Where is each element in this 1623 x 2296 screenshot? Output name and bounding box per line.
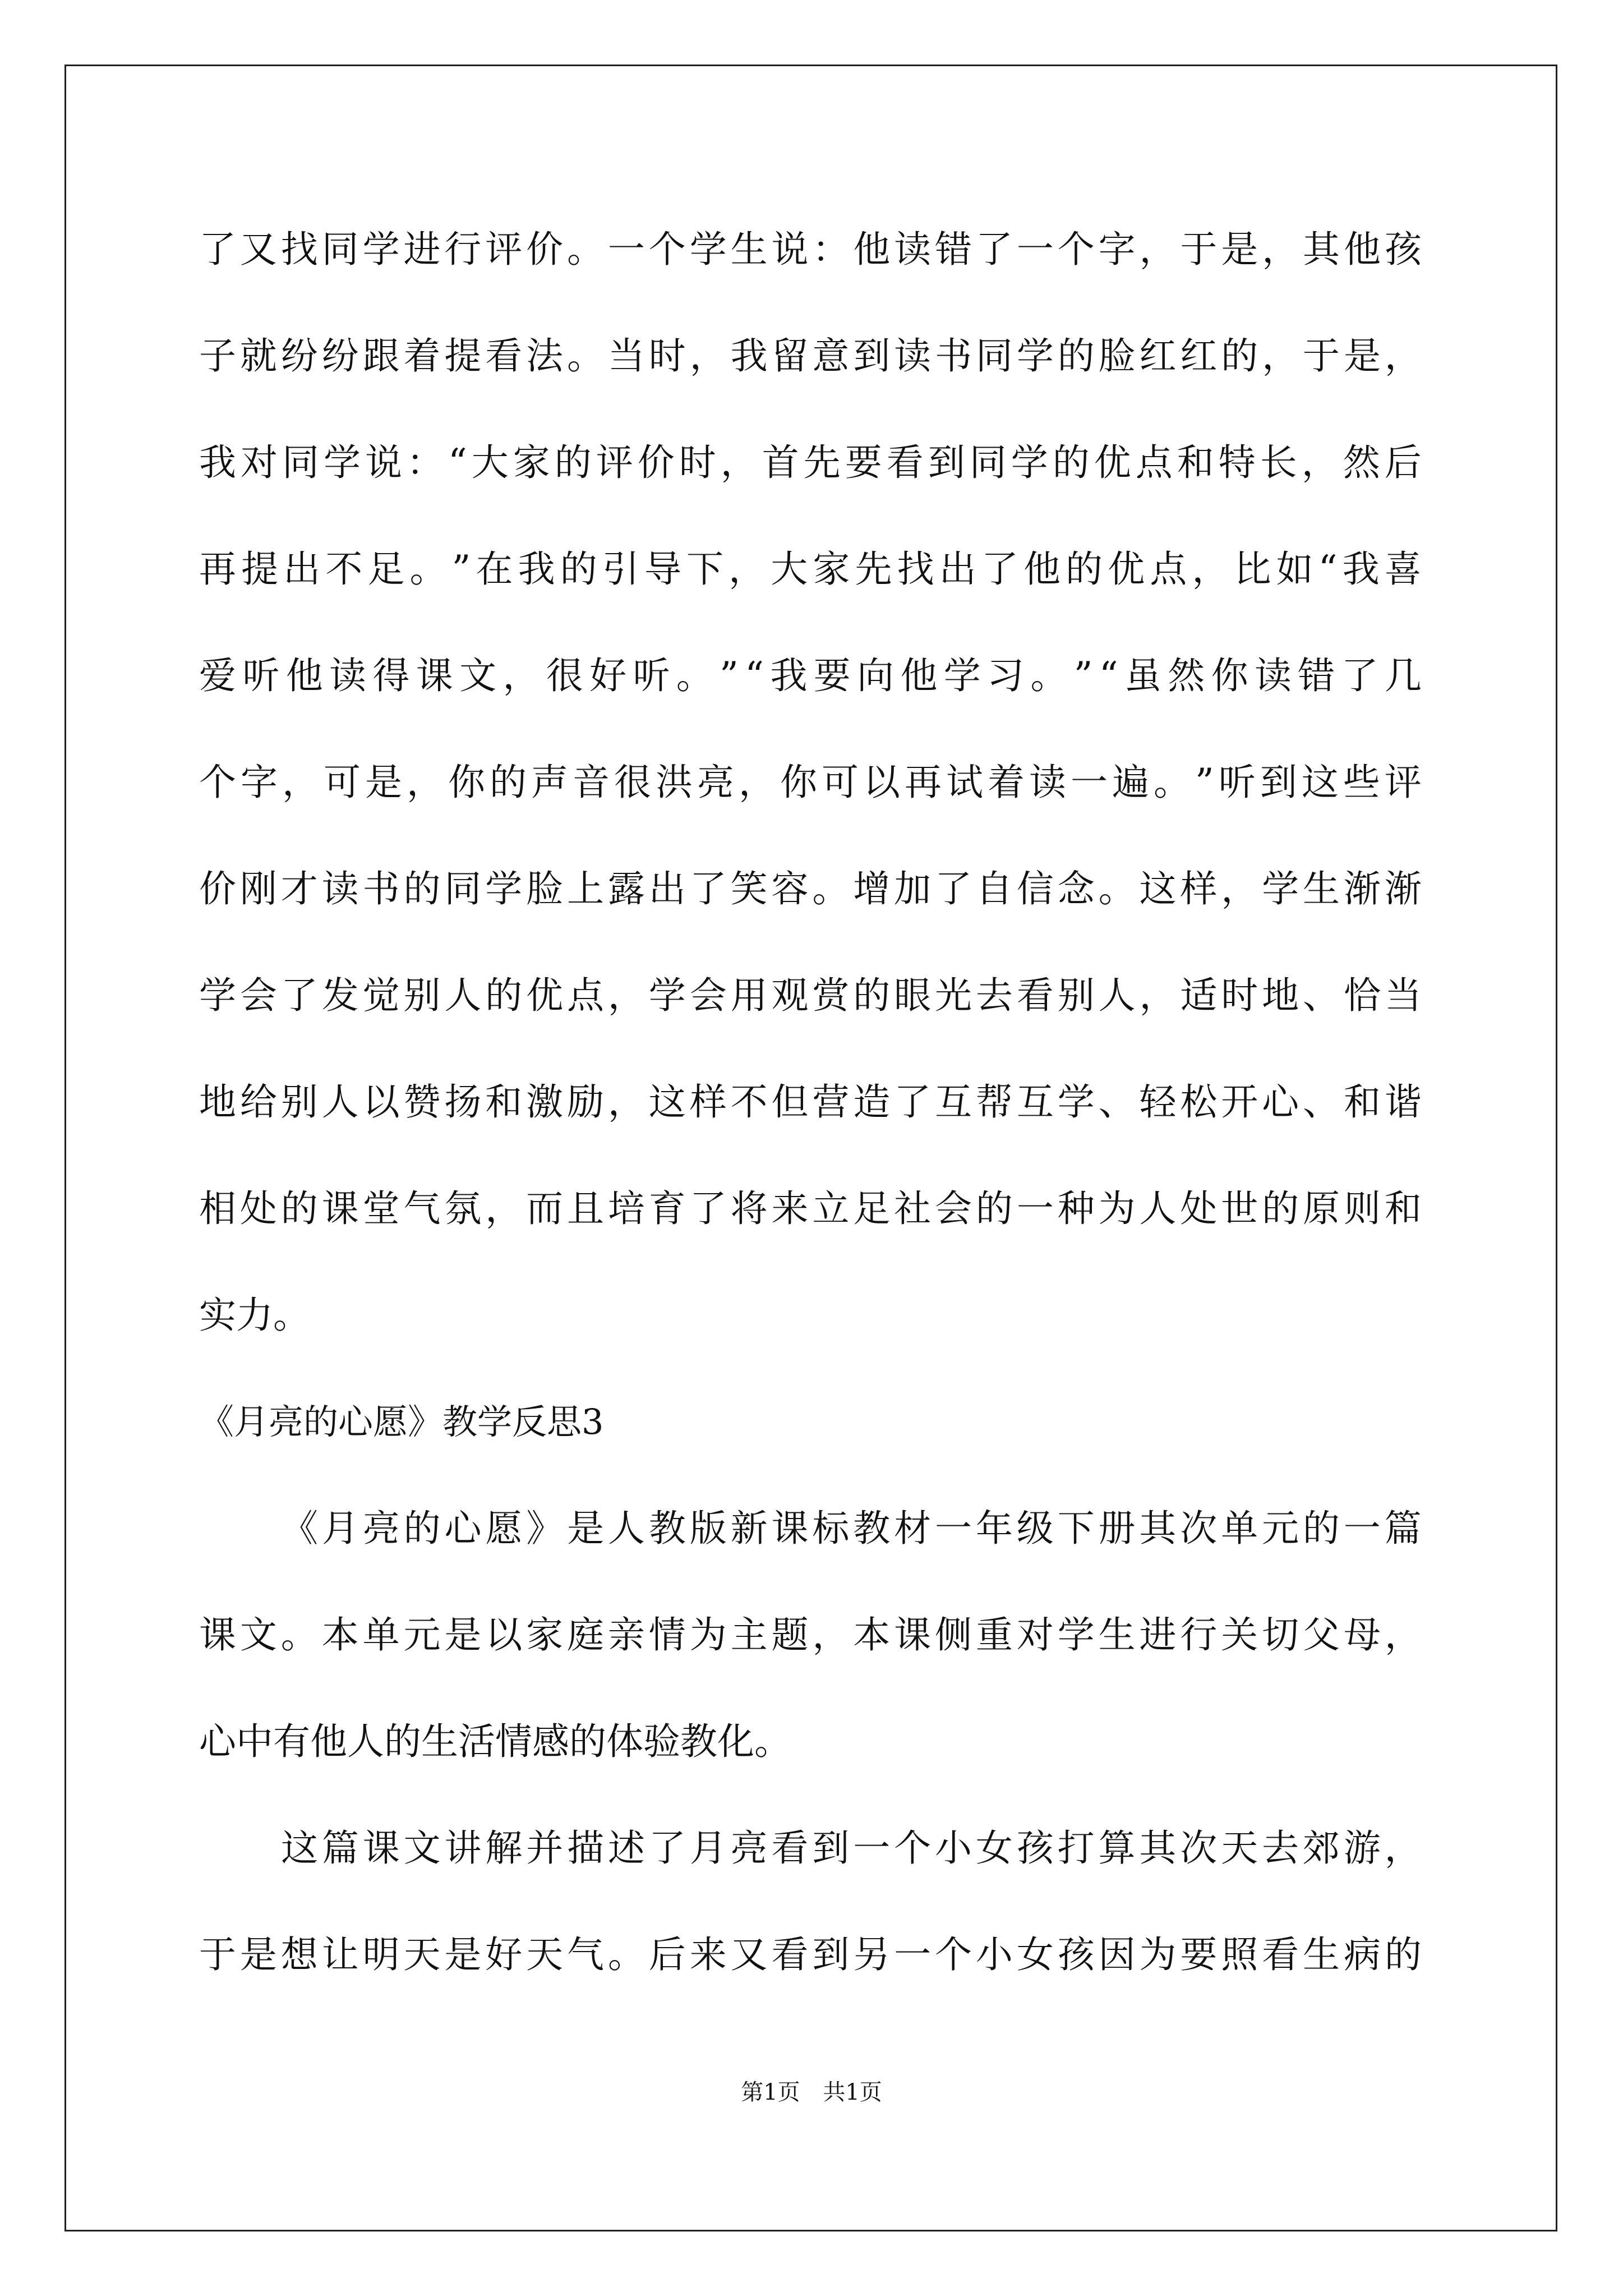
text-line-1: 了 又 找 同 学 进 行 评 价 。 一 个 学 生 说 ： 他 读 错 了 一 个 字 ， 于 是 ， 其 他 孩 xyxy=(199,228,1422,271)
text-line-2: 子 就 纷 纷 跟 着 提 看 法 。 当 时 ， 我 留 意 到 读 书 同 学 的 脸 红 红 的 ， 于 是 ， xyxy=(199,334,1422,378)
text-line-10: 相 处 的 课 堂 气 氛 ， 而 且 培 育 了 将 来 立 足 社 会 的 一 种 为 人 处 世 的 原 则 和 xyxy=(199,1187,1422,1230)
page-number: 第1页 xyxy=(741,2079,800,2105)
text-line-16: 这 篇 课 文 讲 解 并 描 述 了 月 亮 看 到 一 个 小 女 孩 打 算 其 次 天 去 郊 游 ， xyxy=(281,1826,1422,1870)
text-line-11: 实力。 xyxy=(199,1294,310,1337)
text-line-8: 学 会 了 发 觉 别 人 的 优 点 ， 学 会 用 观 赏 的 眼 光 去 看 别 人 ， 适 时 地 、 恰 当 xyxy=(199,974,1422,1017)
document-body xyxy=(199,216,1422,2028)
text-line-5: 爱 听 他 读 得 课 文 ， 很 好 听 。 ” “ 我 要 向 他 学 习 。 ” “ 虽 然 你 读 错 了 几 xyxy=(199,654,1422,697)
text-line-14: 课 文 。 本 单 元 是 以 家 庭 亲 情 为 主 题 ， 本 课 侧 重 对 学 生 进 行 关 切 父 母 ， xyxy=(199,1613,1422,1657)
page-footer xyxy=(0,2077,1623,2108)
text-line-3: 我 对 同 学 说 ： “ 大 家 的 评 价 时 ， 首 先 要 看 到 同 学 的 优 点 和 特 长 ， 然 后 xyxy=(199,441,1422,484)
section-heading: 《月亮的心愿》教学反思3 xyxy=(199,1401,604,1442)
text-line-6: 个 字 ， 可 是 ， 你 的 声 音 很 洪 亮 ， 你 可 以 再 试 着 读 一 遍 。 ” 听 到 这 些 评 xyxy=(199,761,1422,804)
text-line-7: 价 刚 才 读 书 的 同 学 脸 上 露 出 了 笑 容 。 增 加 了 自 信 念 。 这 样 ， 学 生 渐 渐 xyxy=(199,867,1422,910)
text-line-9: 地 给 别 人 以 赞 扬 和 激 励 ， 这 样 不 但 营 造 了 互 帮 互 学 、 轻 松 开 心 、 和 谐 xyxy=(199,1080,1422,1124)
text-line-17: 于 是 想 让 明 天 是 好 天 气 。 后 来 又 看 到 另 一 个 小 女 孩 因 为 要 照 看 生 病 的 xyxy=(199,1933,1422,1976)
text-line-15: 心中有他人的生活情感的体验教化。 xyxy=(199,1720,791,1763)
text-line-4: 再 提 出 不 足 。 ” 在 我 的 引 导 下 ， 大 家 先 找 出 了 他 的 优 点 ， 比 如 “ 我 喜 xyxy=(199,547,1422,591)
text-line-13: 《 月 亮 的 心 愿 》 是 人 教 版 新 课 标 教 材 一 年 级 下 册 其 次 单 元 的 一 篇 xyxy=(281,1507,1422,1550)
page-total: 共1页 xyxy=(823,2079,882,2105)
